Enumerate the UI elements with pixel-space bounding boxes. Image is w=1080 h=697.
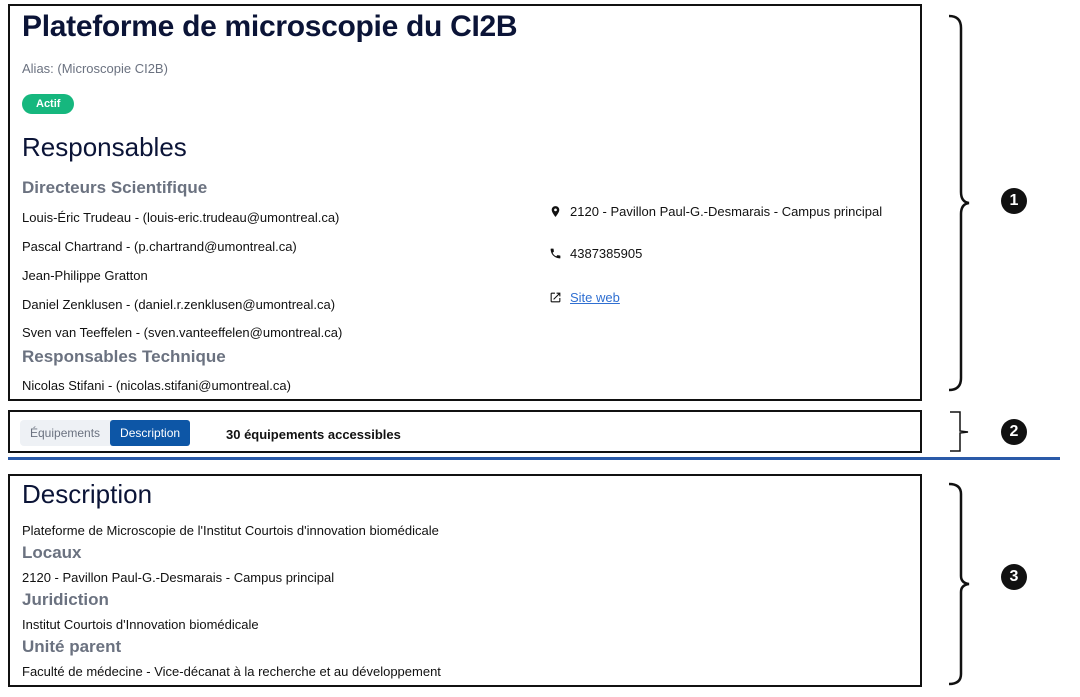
annotation-1: 1 bbox=[1001, 188, 1027, 214]
external-link-icon bbox=[549, 291, 562, 304]
phone-text: 4387385905 bbox=[570, 246, 643, 261]
website-info bbox=[549, 290, 620, 305]
directeurs-heading: Directeurs Scientifique bbox=[22, 178, 208, 197]
juridiction-heading: Juridiction bbox=[22, 590, 109, 609]
annotation-2: 2 bbox=[1001, 419, 1027, 445]
description-panel bbox=[8, 474, 922, 687]
directeur-item: Sven van Teeffelen - (sven.vanteeffelen@umontreal.ca) bbox=[22, 325, 343, 340]
unite-text: Faculté de médecine - Vice-décanat à la recherche et au développement bbox=[22, 664, 441, 679]
directeur-item: Jean-Philippe Gratton bbox=[22, 268, 148, 283]
map-pin-icon bbox=[549, 205, 562, 218]
status-badge: Actif bbox=[22, 94, 74, 114]
directeur-item: Louis-Éric Trudeau - (louis-eric.trudeau@umontreal.ca) bbox=[22, 210, 340, 225]
unite-heading: Unité parent bbox=[22, 637, 122, 656]
technique-item: Nicolas Stifani - (nicolas.stifani@umontreal.ca) bbox=[22, 378, 291, 393]
responsables-heading: Responsables bbox=[22, 132, 187, 162]
tab-equipements[interactable]: Équipements bbox=[30, 426, 101, 440]
website-link[interactable]: Site web bbox=[570, 290, 620, 305]
equipment-count: 30 équipements accessibles bbox=[226, 427, 401, 442]
location-info bbox=[549, 204, 882, 219]
juridiction-text: Institut Courtois d'Innovation biomédicale bbox=[22, 617, 259, 632]
locaux-heading: Locaux bbox=[22, 543, 82, 562]
bracket-2 bbox=[948, 410, 974, 454]
annotation-3: 3 bbox=[1001, 564, 1027, 590]
locaux-text: 2120 - Pavillon Paul-G.-Desmarais - Campus principal bbox=[22, 570, 335, 585]
tabs-panel bbox=[8, 410, 922, 453]
alias-text: Alias: (Microscopie CI2B) bbox=[22, 61, 168, 76]
techniques-heading: Responsables Technique bbox=[22, 347, 226, 366]
location-text: 2120 - Pavillon Paul-G.-Desmarais - Campus principal bbox=[570, 204, 883, 219]
directeur-item: Daniel Zenklusen - (daniel.r.zenklusen@umontreal.ca) bbox=[22, 297, 336, 312]
page-title: Plateforme de microscopie du CI2B bbox=[22, 10, 518, 43]
directeur-item: Pascal Chartrand - (p.chartrand@umontreal.ca) bbox=[22, 239, 297, 254]
phone-icon bbox=[549, 247, 562, 260]
description-text: Plateforme de Microscopie de l'Institut Courtois d'innovation biomédicale bbox=[22, 523, 439, 538]
tab-bar bbox=[20, 420, 190, 446]
header-panel bbox=[8, 4, 922, 401]
bracket-3 bbox=[945, 482, 975, 688]
tab-description[interactable]: Description bbox=[110, 420, 190, 446]
divider bbox=[8, 457, 1060, 460]
phone-info bbox=[549, 246, 642, 261]
bracket-1 bbox=[945, 14, 975, 392]
description-heading: Description bbox=[22, 479, 153, 509]
